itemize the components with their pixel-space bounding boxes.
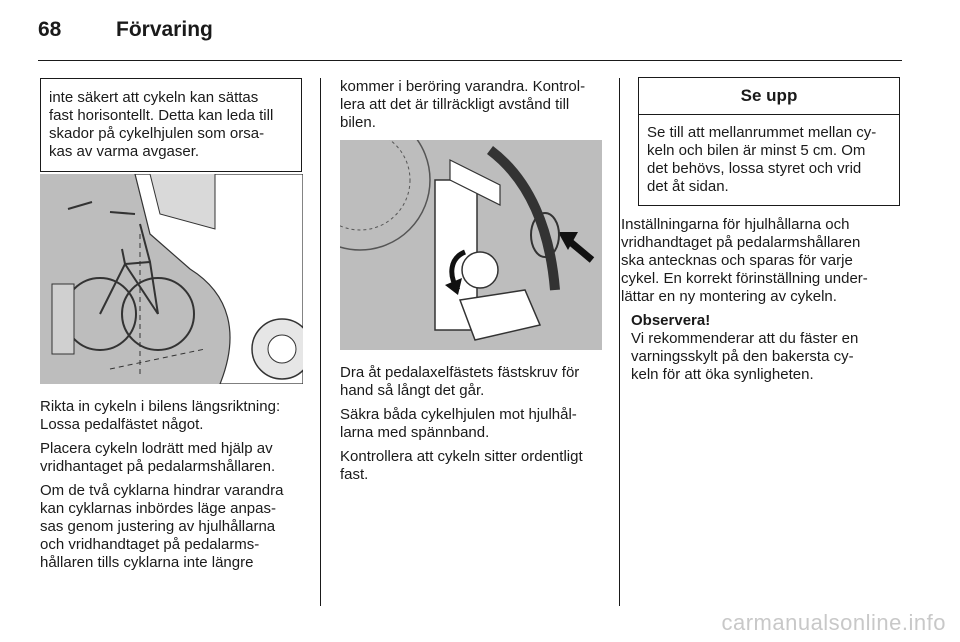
header-rule [38,60,902,61]
text-line: kan cyklarnas inbördes läge anpas- [40,500,276,517]
text-line: Om de två cyklarna hindrar varandra [40,482,284,499]
text-line: cykel. En korrekt förinställning under- [621,270,868,287]
text-line: det åt sidan. [647,178,729,195]
page-number: 68 [38,18,62,41]
watermark-text: carmanualsonline.info [721,610,946,635]
box-line: fast horisontellt. Detta kan leda till [49,107,274,124]
paragraph [340,406,610,442]
text-line: vridhantaget på pedalarmshållaren. [40,458,276,475]
text-line: lera att det är tillräckligt avstånd till [340,96,570,113]
text-line: sas genom justering av hjulhållarna [40,518,276,535]
text-line: och vridhandtaget på pedalarms- [40,536,260,553]
text-line: varningsskylt på den bakersta cy- [631,348,854,365]
note-block [631,312,901,384]
paragraph [40,482,310,572]
text-line: keln för att öka synligheten. [631,366,814,383]
column-divider-1 [320,78,321,606]
column-3-text [621,216,901,384]
text-line: Se till att mellanrummet mellan cy- [647,124,877,141]
text-line: Säkra båda cykelhjulen mot hjulhål- [340,406,577,423]
car-rear-bike-svg [40,174,303,384]
paragraph [40,440,310,476]
column-3 [638,77,900,206]
text-line: hållaren tills cyklarna inte längre [40,554,254,571]
paragraph [40,398,310,434]
column-divider-2 [619,78,620,606]
paragraph [340,448,610,484]
text-line: larna med spännband. [340,424,490,441]
caution-title: Se upp [639,78,899,115]
pedal-clamp-illustration [340,140,602,350]
text-line: Dra åt pedalaxelfästets fästskruv för [340,364,580,381]
text-line: Inställningarna för hjulhållarna och [621,216,850,233]
note-title: Observera! [631,312,711,329]
column-1-text [40,398,310,578]
text-line: Rikta in cykeln i bilens längsriktning: [40,398,281,415]
text-line: fast. [340,466,369,483]
text-line: lättar en ny montering av cykeln. [621,288,837,305]
text-line: keln och bilen är minst 5 cm. Om [647,142,866,159]
text-line: ska antecknas och sparas för varje [621,252,853,269]
box-line: skador på cykelhjulen som orsa- [49,125,265,142]
paragraph [340,364,610,400]
chapter-title: Förvaring [116,18,213,41]
paragraph [340,78,610,132]
caution-box [638,77,900,206]
text-line: Kontrollera att cykeln sitter ordentligt [340,448,583,465]
text-line: Vi rekommenderar att du fäster en [631,330,859,347]
column-2 [340,78,610,138]
text-line: Lossa pedalfästet något. [40,416,204,433]
text-line: vridhandtaget på pedalarmshållaren [621,234,861,251]
column-1 [40,78,302,172]
box-line: kas av varma avgaser. [49,143,200,160]
text-line: Placera cykeln lodrätt med hjälp av [40,440,273,457]
paragraph [621,216,901,306]
column-2-text [340,364,610,490]
caution-body [639,115,899,205]
continued-warning-box [40,78,302,172]
text-line: kommer i beröring varandra. Kontrol- [340,78,586,95]
box-line: inte säkert att cykeln kan sättas [49,89,259,106]
text-line: hand så långt det går. [340,382,485,399]
bike-carrier-car-illustration [40,174,303,384]
text-line: bilen. [340,114,376,131]
text-line: det behövs, lossa styret och vrid [647,160,862,177]
pedal-clamp-svg [340,140,602,350]
